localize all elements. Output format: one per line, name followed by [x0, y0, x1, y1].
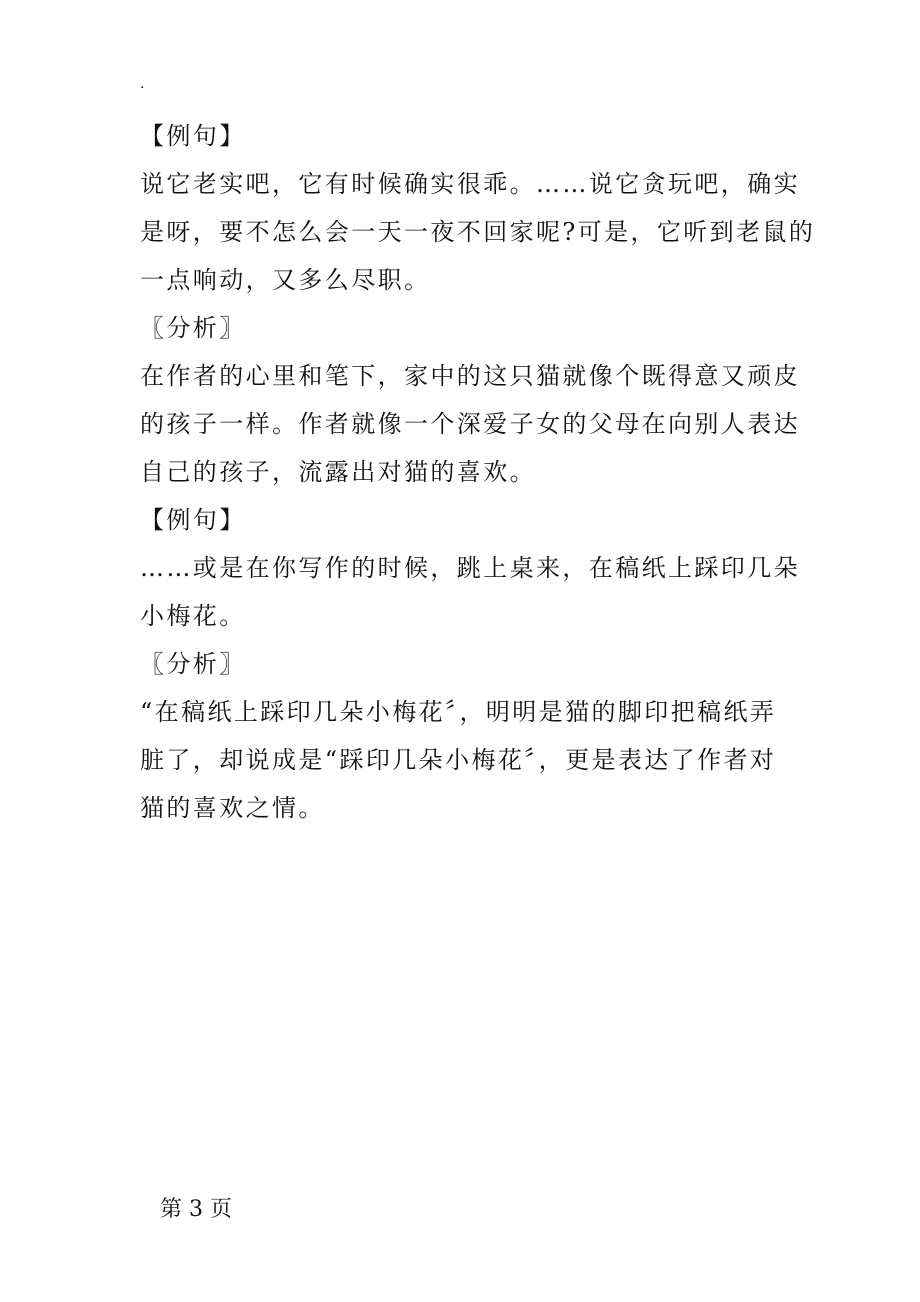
text-line: 一点响动，又多么尽职。 — [140, 266, 431, 294]
page-marker: . — [140, 76, 145, 92]
text-line: 是呀，要不怎么会一天一夜不回家呢?可是，它听到老鼠的 — [140, 218, 816, 246]
heading-example-1 — [140, 112, 780, 160]
text-line: 说它老实吧，它有时候确实很乖。……说它贪玩吧，确实 — [140, 170, 800, 198]
text-line: 〖分析〗 — [140, 650, 246, 678]
paragraph-analysis-2 — [140, 688, 780, 832]
paragraph-analysis-1 — [140, 352, 800, 496]
text-line: ……或是在你写作的时候，跳上桌来，在稿纸上踩印几朵 — [140, 554, 800, 582]
heading-analysis-2 — [140, 640, 780, 688]
text-line: 〖分析〗 — [140, 314, 246, 342]
text-line: 【例句】 — [140, 506, 246, 534]
text-line: 在作者的心里和笔下，家中的这只猫就像个既得意又顽皮 — [140, 362, 800, 390]
text-line: 脏了，却说成是“踩印几朵小梅花〞，更是表达了作者对 — [140, 746, 777, 774]
text-line: 的孩子一样。作者就像一个深爱子女的父母在向别人表达 — [140, 410, 800, 438]
paragraph-example-2 — [140, 544, 800, 640]
text-line: 自己的孩子，流露出对猫的喜欢。 — [140, 458, 536, 486]
page-number: 第 3 页 — [160, 1197, 232, 1222]
text-line: 猫的喜欢之情。 — [140, 794, 325, 822]
text-line: 【例句】 — [140, 122, 246, 150]
heading-analysis-1 — [140, 304, 780, 352]
document-body — [140, 112, 816, 832]
text-line: 小梅花。 — [140, 602, 246, 630]
paragraph-example-1 — [140, 160, 816, 304]
heading-example-2 — [140, 496, 780, 544]
text-line: “在稿纸上踩印几朵小梅花〞，明明是猫的脚印把稿纸弄 — [140, 698, 777, 726]
